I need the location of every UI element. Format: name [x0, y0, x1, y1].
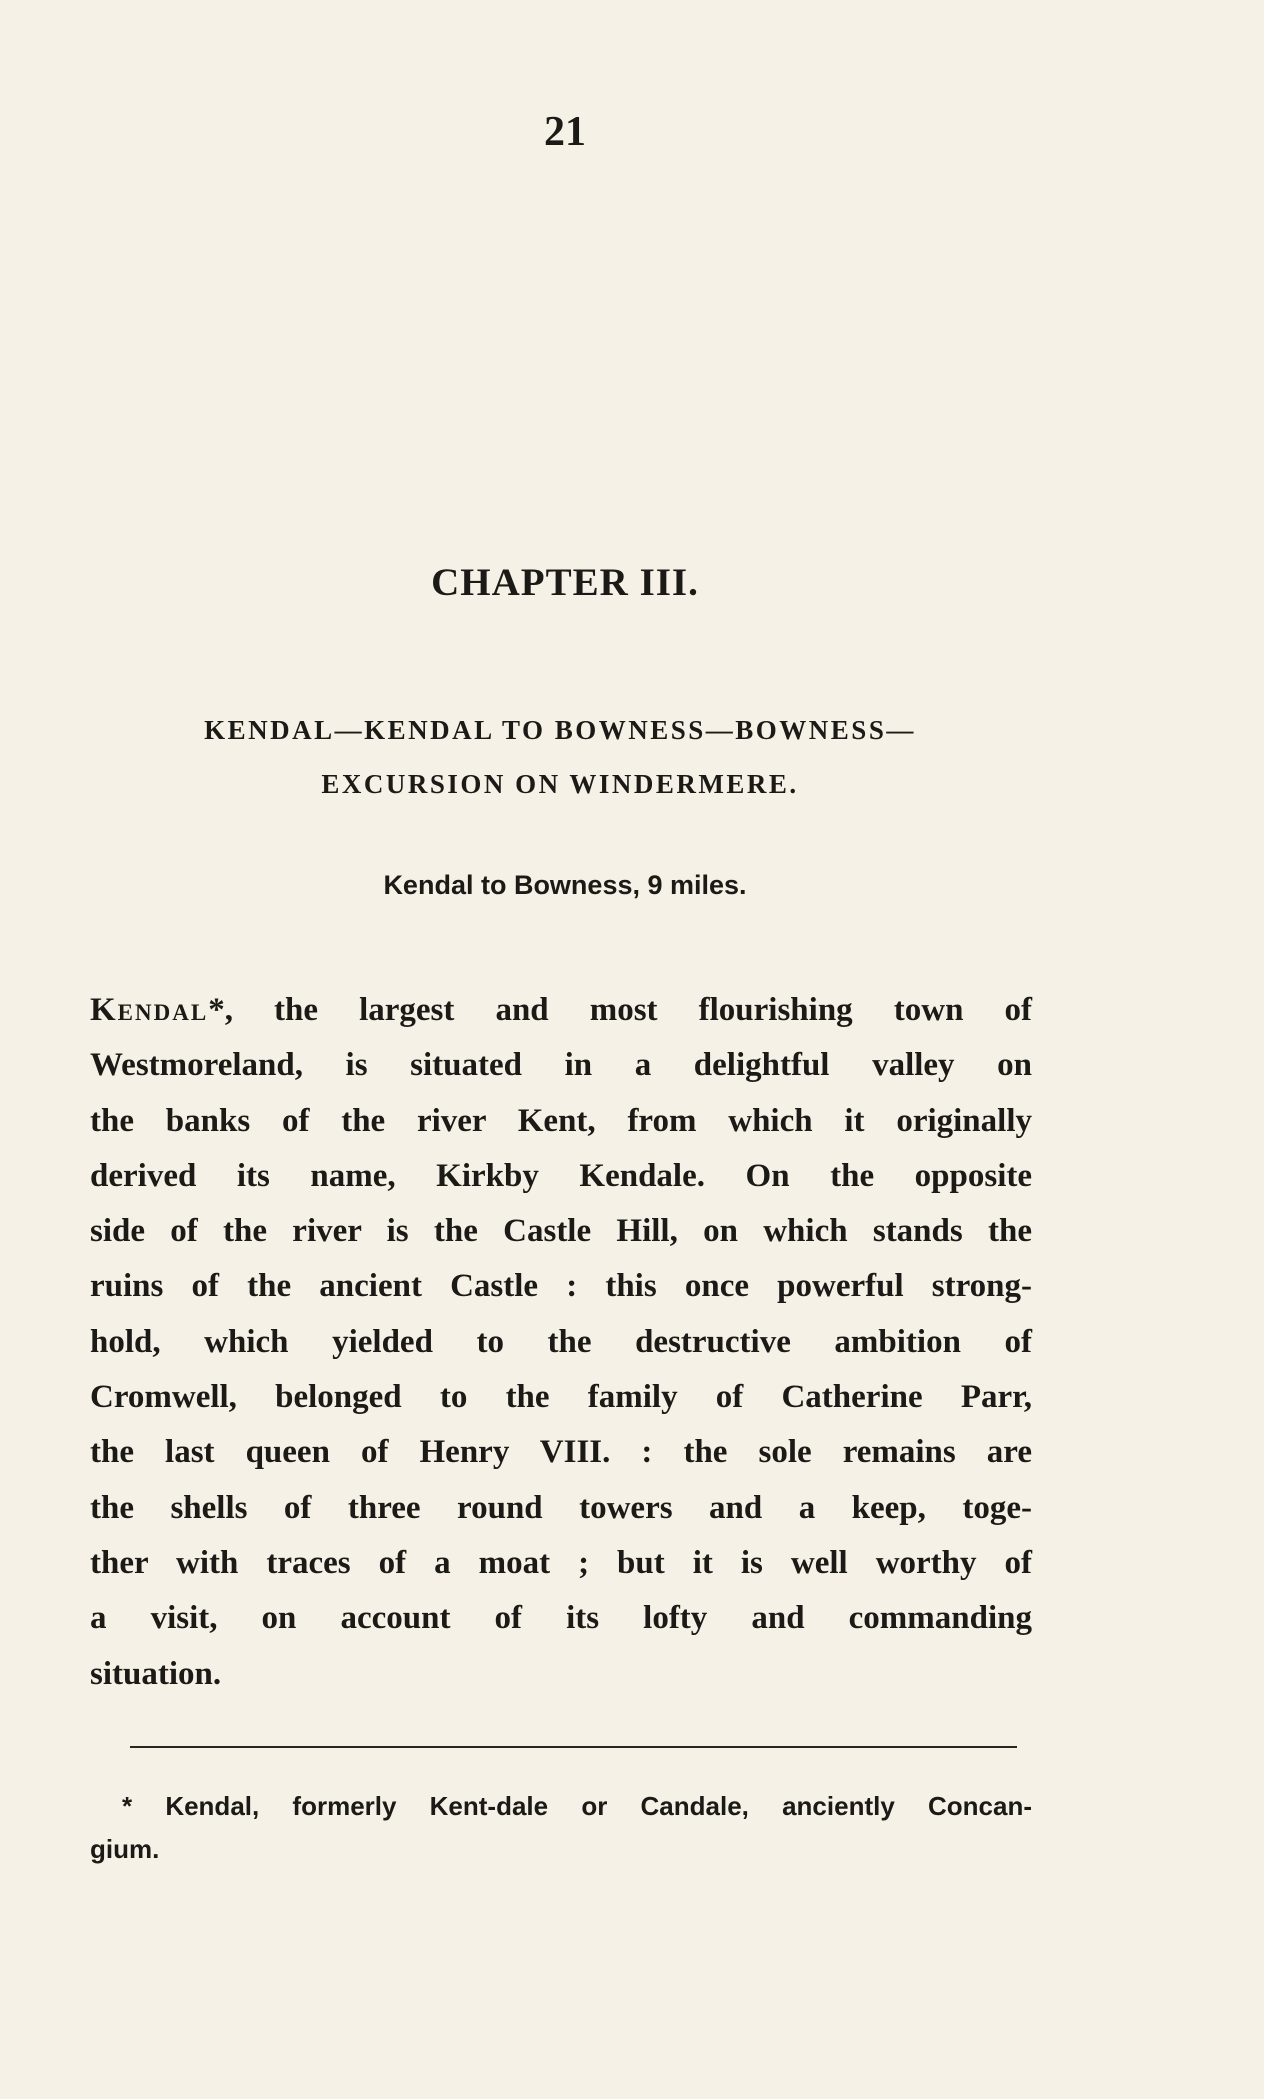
body-line: derived its name, Kirkby Kendale. On the opposite — [90, 1157, 1032, 1194]
chapter-summary-line: KENDAL—KENDAL TO BOWNESS—BOWNESS— — [204, 715, 916, 745]
footnote-reference: * — [208, 992, 225, 1028]
footnote-line: * Kendal, formerly Kent-dale or Candale, anciently Concan- — [122, 1791, 1032, 1821]
body-line: the banks of the river Kent, from which it originally — [90, 1102, 1032, 1139]
footnote-divider — [130, 1746, 1017, 1748]
body-line: Cromwell, belonged to the family of Catherine Parr, — [90, 1379, 1032, 1416]
body-paragraph — [90, 983, 1032, 1702]
route-subheading: Kendal to Bowness, 9 miles. — [383, 870, 747, 900]
body-line: Westmoreland, is situated in a delightful valley on — [90, 1047, 1032, 1084]
page-number: 21 — [544, 109, 586, 155]
body-line: the last queen of Henry VIII. : the sole remains are — [90, 1434, 1032, 1471]
chapter-summary — [90, 703, 1030, 811]
footnote — [90, 1785, 1032, 1871]
body-line: a visit, on account of its lofty and commanding — [90, 1600, 1032, 1637]
lead-word: Kendal — [90, 992, 209, 1028]
body-line: ruins of the ancient Castle : this once powerful strong- — [90, 1268, 1032, 1305]
body-line — [90, 983, 1032, 1038]
body-line: side of the river is the Castle Hill, on which stands the — [90, 1213, 1032, 1250]
body-line: hold, which yielded to the destructive ambition of — [90, 1323, 1032, 1360]
body-line: the shells of three round towers and a keep, toge- — [90, 1489, 1032, 1526]
chapter-summary-line: EXCURSION ON WINDERMERE. — [321, 769, 799, 799]
body-line-text: , the largest and most flourishing town of — [224, 992, 1032, 1028]
body-line: ther with traces of a moat ; but it is well worthy of — [90, 1544, 1032, 1581]
body-line: situation. — [90, 1655, 222, 1692]
chapter-title: CHAPTER III. — [431, 561, 699, 604]
footnote-line: gium. — [90, 1834, 160, 1864]
